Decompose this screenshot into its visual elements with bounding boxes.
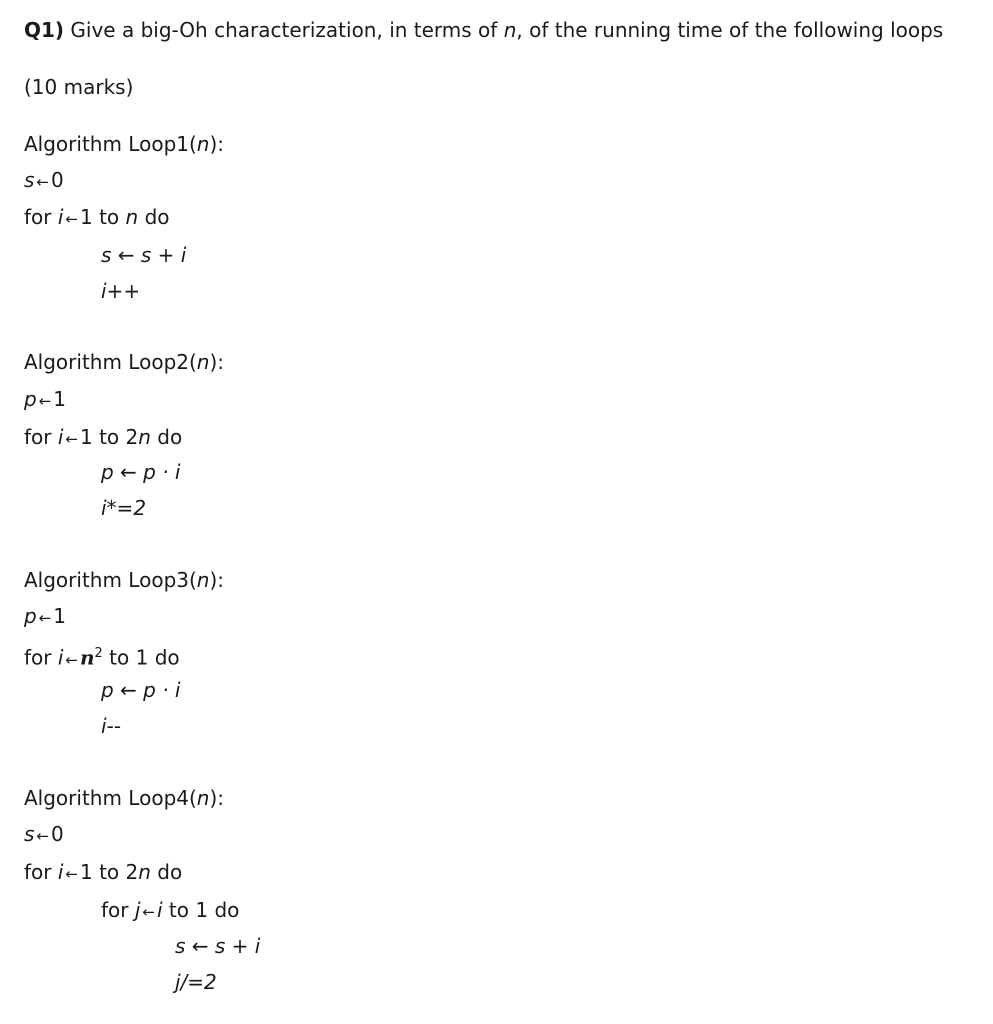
loop-var: i (57, 860, 64, 884)
loop-end: do (150, 860, 183, 884)
assign-arrow: ← (38, 609, 52, 627)
algorithm-1-body-2: i++ (101, 279, 141, 303)
algorithm-3-body-1: p ← p · i (101, 678, 181, 702)
algorithm-1-body-1: s ← s + i (101, 243, 187, 267)
init-var: s (24, 822, 35, 846)
loop-var: i (57, 205, 64, 229)
algorithm-3-body-2: i-- (101, 714, 121, 738)
assign-arrow: ← (36, 173, 49, 191)
marks-label: (10 marks) (24, 75, 134, 99)
inner-loop-end: to 1 do (162, 898, 240, 922)
init-value: 0 (51, 822, 64, 846)
algorithm-4-init (24, 822, 64, 848)
init-value: 1 (53, 604, 67, 628)
algorithm-2-body-1: p ← p · i (101, 460, 181, 484)
algorithm-1-init (24, 168, 64, 194)
loop-bound-exponent: 2 (94, 646, 103, 661)
algorithm-4-inner-loop (101, 898, 239, 924)
assign-arrow: ← (65, 210, 78, 228)
loop-bound: n (125, 205, 139, 229)
loop-var: i (57, 425, 64, 449)
algorithm-title-text: Algorithm Loop3( (24, 568, 197, 592)
init-value: 0 (51, 168, 64, 192)
loop-keyword: for (24, 645, 58, 670)
loop-end: to 1 do (102, 645, 180, 670)
assign-arrow: ← (36, 827, 49, 845)
inner-loop-var: j (134, 898, 141, 922)
algorithm-param: n (196, 132, 210, 156)
loop-bound: n (138, 860, 151, 884)
algorithm-title-text: Algorithm Loop1( (24, 132, 197, 156)
question-text-before: Give a big-Oh characterization, in terms of (64, 18, 504, 42)
inner-loop-start: i (157, 898, 163, 922)
question-heading (24, 18, 943, 42)
assign-arrow: ← (65, 430, 78, 448)
assign-arrow: ← (142, 903, 155, 921)
algorithm-4-loop (24, 860, 182, 886)
algorithm-title-end: ): (209, 132, 225, 156)
algorithm-param: n (196, 786, 210, 810)
loop-range: 1 to (80, 205, 126, 229)
algorithm-2-title (24, 350, 224, 374)
loop-var: i (57, 645, 64, 670)
loop-bound: n (138, 425, 151, 449)
algorithm-title-end: ): (209, 350, 225, 374)
algorithm-4-body-2: j/=2 (175, 970, 217, 994)
algorithm-1-loop (24, 205, 170, 231)
algorithm-3-loop (24, 642, 180, 672)
algorithm-title-end: ): (209, 568, 225, 592)
loop-bound: n (80, 645, 95, 670)
algorithm-2-body-2: i*=2 (101, 496, 147, 520)
init-var: p (24, 604, 37, 628)
question-var-n: n (503, 18, 517, 42)
algorithm-2-init (24, 387, 66, 413)
assign-arrow: ← (65, 650, 78, 669)
init-value: 1 (53, 387, 67, 411)
algorithm-4-body-1: s ← s + i (175, 934, 261, 958)
loop-end: do (138, 205, 170, 229)
algorithm-param: n (196, 568, 210, 592)
assign-arrow: ← (65, 865, 78, 883)
assign-arrow: ← (38, 392, 52, 410)
loop-keyword: for (24, 425, 58, 449)
algorithm-4-title (24, 786, 224, 810)
loop-end: do (150, 425, 183, 449)
algorithm-3-init (24, 604, 66, 630)
algorithm-title-text: Algorithm Loop4( (24, 786, 197, 810)
algorithm-1-title (24, 132, 224, 156)
algorithm-param: n (196, 350, 210, 374)
algorithm-title-text: Algorithm Loop2( (24, 350, 197, 374)
init-var: p (24, 387, 37, 411)
algorithm-title-end: ): (209, 786, 225, 810)
algorithm-3-title (24, 568, 224, 592)
question-text-after: , of the running time of the following loops (516, 18, 944, 42)
loop-range: 1 to 2 (80, 425, 139, 449)
init-var: s (24, 168, 35, 192)
question-number: Q1) (24, 18, 65, 42)
loop-keyword: for (24, 205, 58, 229)
algorithm-2-loop (24, 425, 182, 451)
loop-range: 1 to 2 (80, 860, 139, 884)
loop-keyword: for (24, 860, 58, 884)
inner-loop-keyword: for (101, 898, 135, 922)
